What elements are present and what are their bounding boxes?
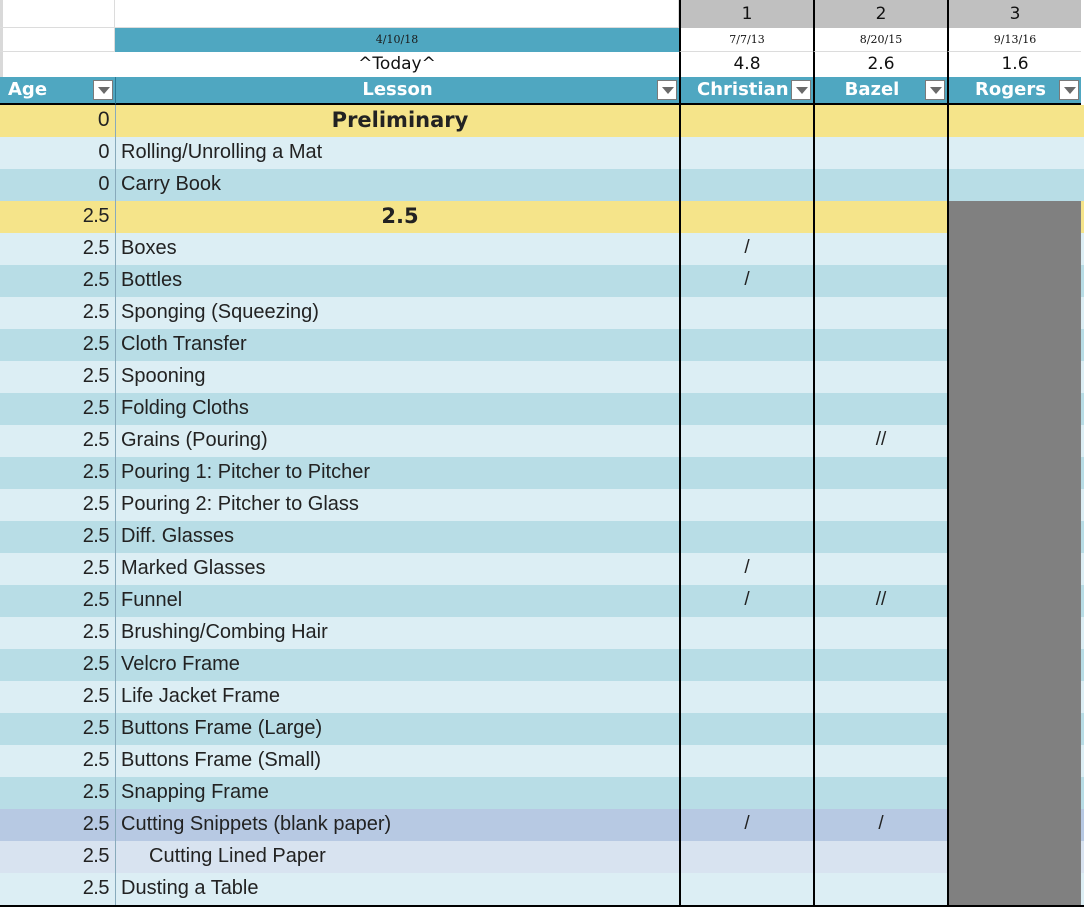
age-cell[interactable]: 2.5 — [82, 365, 109, 387]
mark-cell-christian[interactable] — [679, 713, 813, 745]
dropdown-arrow-icon[interactable] — [657, 80, 677, 100]
column-header-bazel[interactable] — [813, 77, 947, 105]
age-cell[interactable]: 2.5 — [82, 493, 109, 515]
mark-cell-bazel[interactable] — [813, 873, 947, 905]
lesson-cell[interactable]: Pouring 2: Pitcher to Glass — [115, 489, 679, 521]
table-row — [0, 777, 1084, 811]
blank-cell[interactable] — [115, 0, 679, 28]
mark-cell-bazel[interactable] — [813, 297, 947, 329]
mark-cell-christian[interactable] — [679, 617, 813, 649]
mark-cell-rogers[interactable] — [947, 425, 1081, 457]
mark-cell-bazel[interactable] — [813, 105, 947, 137]
mark-cell-christian[interactable]: / — [679, 233, 813, 265]
mark-cell-bazel[interactable] — [813, 681, 947, 713]
table-row — [0, 521, 1084, 555]
lesson-cell[interactable]: Velcro Frame — [115, 649, 679, 681]
mark-cell-rogers[interactable] — [947, 617, 1081, 649]
age-cell[interactable]: 2.5 — [82, 525, 109, 547]
table-row — [0, 553, 1084, 587]
mark-cell-christian[interactable]: / — [679, 809, 813, 841]
table-row — [0, 137, 1084, 171]
age-cell[interactable]: 2.5 — [82, 653, 109, 675]
mark-cell-rogers[interactable] — [947, 329, 1081, 361]
lesson-cell[interactable]: Buttons Frame (Small) — [115, 745, 679, 777]
mark-cell-rogers[interactable] — [947, 841, 1081, 873]
column-header-age[interactable] — [0, 77, 115, 105]
mark-cell-christian[interactable] — [679, 649, 813, 681]
age-cell[interactable]: 2.5 — [82, 205, 109, 227]
mark-cell-bazel[interactable] — [813, 393, 947, 425]
age-cell[interactable]: 2.5 — [82, 845, 109, 867]
age-row — [0, 52, 1084, 77]
age-cell[interactable]: 2.5 — [82, 877, 109, 899]
lesson-cell[interactable]: Boxes — [115, 233, 679, 265]
column-header-lesson-label: Lesson — [362, 79, 433, 100]
table-row — [0, 169, 1084, 203]
mark-cell-christian[interactable]: / — [679, 265, 813, 297]
table-row — [0, 393, 1084, 427]
table-row — [0, 649, 1084, 683]
column-header-christian-label: Christian — [697, 79, 789, 100]
lesson-cell[interactable]: Life Jacket Frame — [115, 681, 679, 713]
table-header-row — [0, 77, 1084, 105]
table-row — [0, 681, 1084, 715]
mark-cell-bazel[interactable] — [813, 169, 947, 201]
mark-cell-bazel[interactable] — [813, 713, 947, 745]
mark-cell-rogers[interactable] — [947, 169, 1081, 201]
mark-cell-bazel[interactable]: / — [813, 809, 947, 841]
birth-date-rogers[interactable]: 9/13/16 — [947, 28, 1081, 52]
column-header-rogers[interactable] — [947, 77, 1081, 105]
mark-cell-christian[interactable] — [679, 105, 813, 137]
age-cell[interactable]: 2.5 — [82, 461, 109, 483]
age-cell[interactable]: 2.5 — [82, 429, 109, 451]
table-row — [0, 809, 1084, 843]
lesson-cell[interactable]: 2.5 — [115, 201, 679, 233]
age-rogers[interactable]: 1.6 — [947, 52, 1081, 77]
age-cell[interactable]: 2.5 — [82, 685, 109, 707]
table-row — [0, 361, 1084, 395]
lesson-cell[interactable]: Cutting Snippets (blank paper) — [115, 809, 679, 841]
lesson-cell[interactable]: Sponging (Squeezing) — [115, 297, 679, 329]
lesson-cell[interactable]: Cloth Transfer — [115, 329, 679, 361]
mark-cell-christian[interactable] — [679, 169, 813, 201]
mark-cell-christian[interactable]: / — [679, 585, 813, 617]
column-header-rogers-label: Rogers — [975, 79, 1046, 100]
age-cell[interactable]: 0 — [98, 173, 109, 195]
mark-cell-rogers[interactable] — [947, 297, 1081, 329]
table-row — [0, 265, 1084, 299]
student-number-1[interactable]: 1 — [679, 0, 813, 28]
mark-cell-christian[interactable] — [679, 329, 813, 361]
mark-cell-christian[interactable] — [679, 745, 813, 777]
lesson-cell[interactable]: Pouring 1: Pitcher to Pitcher — [115, 457, 679, 489]
age-cell[interactable]: 2.5 — [82, 269, 109, 291]
column-header-age-label: Age — [8, 79, 48, 100]
mark-cell-christian[interactable] — [679, 873, 813, 905]
birth-date-bazel[interactable]: 8/20/15 — [813, 28, 947, 52]
mark-cell-christian[interactable] — [679, 137, 813, 169]
mark-cell-rogers[interactable] — [947, 361, 1081, 393]
mark-cell-christian[interactable] — [679, 393, 813, 425]
lesson-cell[interactable]: Funnel — [115, 585, 679, 617]
mark-cell-rogers[interactable] — [947, 521, 1081, 553]
dropdown-arrow-icon[interactable] — [93, 80, 113, 100]
age-cell[interactable]: 0 — [98, 141, 109, 163]
mark-cell-bazel[interactable] — [813, 329, 947, 361]
age-cell[interactable]: 2.5 — [82, 397, 109, 419]
today-label[interactable]: ^Today^ — [358, 54, 436, 74]
mark-cell-rogers[interactable] — [947, 873, 1081, 905]
age-cell[interactable]: 2.5 — [82, 301, 109, 323]
mark-cell-christian[interactable] — [679, 457, 813, 489]
lesson-cell[interactable]: Buttons Frame (Large) — [115, 713, 679, 745]
section-header-row — [0, 105, 1084, 139]
table-row — [0, 713, 1084, 747]
mark-cell-rogers[interactable] — [947, 585, 1081, 617]
age-christian[interactable]: 4.8 — [679, 52, 813, 77]
column-header-lesson[interactable] — [115, 77, 679, 105]
dropdown-arrow-icon[interactable] — [1059, 80, 1079, 100]
mark-cell-christian[interactable] — [679, 201, 813, 233]
age-cell[interactable]: 2.5 — [82, 621, 109, 643]
mark-cell-rogers[interactable] — [947, 745, 1081, 777]
lesson-cell[interactable]: Preliminary — [115, 105, 679, 137]
mark-cell-rogers[interactable] — [947, 137, 1081, 169]
section-header-row — [0, 201, 1084, 235]
lesson-cell[interactable]: Grains (Pouring) — [115, 425, 679, 457]
lesson-cell[interactable]: Brushing/Combing Hair — [115, 617, 679, 649]
mark-cell-rogers[interactable] — [947, 265, 1081, 297]
mark-cell-rogers[interactable] — [947, 393, 1081, 425]
column-header-christian[interactable] — [679, 77, 813, 105]
age-bazel[interactable]: 2.6 — [813, 52, 947, 77]
mark-cell-rogers[interactable] — [947, 713, 1081, 745]
mark-cell-rogers[interactable] — [947, 649, 1081, 681]
mark-cell-christian[interactable]: / — [679, 553, 813, 585]
table-row — [0, 617, 1084, 651]
lesson-cell[interactable]: Carry Book — [115, 169, 679, 201]
blank-cell[interactable] — [0, 28, 115, 52]
lesson-cell[interactable]: Diff. Glasses — [115, 521, 679, 553]
student-number-row — [0, 0, 1084, 28]
age-cell[interactable]: 2.5 — [82, 749, 109, 771]
mark-cell-rogers[interactable] — [947, 105, 1081, 137]
mark-cell-bazel[interactable] — [813, 521, 947, 553]
mark-cell-rogers[interactable] — [947, 489, 1081, 521]
mark-cell-rogers[interactable] — [947, 553, 1081, 585]
mark-cell-rogers[interactable] — [947, 201, 1081, 233]
birth-date-christian[interactable]: 7/7/13 — [679, 28, 813, 52]
age-cell[interactable]: 2.5 — [82, 237, 109, 259]
table-row — [0, 873, 1084, 907]
lesson-cell[interactable]: Snapping Frame — [115, 777, 679, 809]
age-cell[interactable]: 2.5 — [82, 589, 109, 611]
table-row — [0, 585, 1084, 619]
mark-cell-rogers[interactable] — [947, 457, 1081, 489]
age-cell[interactable]: 0 — [97, 108, 109, 131]
table-row — [0, 745, 1084, 779]
mark-cell-christian[interactable] — [679, 777, 813, 809]
student-number-3[interactable]: 3 — [947, 0, 1081, 28]
lesson-cell[interactable]: Bottles — [115, 265, 679, 297]
mark-cell-bazel[interactable]: // — [813, 585, 947, 617]
mark-cell-christian[interactable] — [679, 297, 813, 329]
table-row — [0, 297, 1084, 331]
mark-cell-christian[interactable] — [679, 521, 813, 553]
lesson-cell[interactable]: Dusting a Table — [115, 873, 679, 905]
lesson-cell[interactable]: Cutting Lined Paper — [115, 841, 679, 873]
mark-cell-bazel[interactable] — [813, 137, 947, 169]
mark-cell-rogers[interactable] — [947, 777, 1081, 809]
age-cell[interactable]: 2.5 — [82, 781, 109, 803]
dropdown-arrow-icon[interactable] — [925, 80, 945, 100]
mark-cell-rogers[interactable] — [947, 809, 1081, 841]
mark-cell-bazel[interactable] — [813, 361, 947, 393]
table-row — [0, 329, 1084, 363]
mark-cell-bazel[interactable]: // — [813, 425, 947, 457]
mark-cell-bazel[interactable] — [813, 841, 947, 873]
age-cell[interactable]: 2.5 — [82, 717, 109, 739]
lesson-cell[interactable]: Marked Glasses — [115, 553, 679, 585]
date-row — [0, 28, 1084, 52]
age-cell[interactable]: 2.5 — [82, 813, 109, 835]
mark-cell-christian[interactable] — [679, 361, 813, 393]
mark-cell-bazel[interactable] — [813, 617, 947, 649]
student-number-2[interactable]: 2 — [813, 0, 947, 28]
mark-cell-christian[interactable] — [679, 425, 813, 457]
today-date-cell[interactable]: 4/10/18 — [115, 28, 679, 52]
table-row — [0, 233, 1084, 267]
mark-cell-bazel[interactable] — [813, 777, 947, 809]
blank-cell[interactable] — [0, 0, 115, 28]
table-row — [0, 841, 1084, 875]
mark-cell-christian[interactable] — [679, 841, 813, 873]
mark-cell-christian[interactable] — [679, 489, 813, 521]
column-header-bazel-label: Bazel — [844, 79, 900, 100]
mark-cell-bazel[interactable] — [813, 553, 947, 585]
mark-cell-bazel[interactable] — [813, 201, 947, 233]
dropdown-arrow-icon[interactable] — [791, 80, 811, 100]
lesson-cell[interactable]: Rolling/Unrolling a Mat — [115, 137, 679, 169]
mark-cell-bazel[interactable] — [813, 489, 947, 521]
table-row — [0, 457, 1084, 491]
lesson-cell[interactable]: Folding Cloths — [115, 393, 679, 425]
mark-cell-christian[interactable] — [679, 681, 813, 713]
blank-cell[interactable] — [0, 52, 115, 77]
age-cell[interactable]: 2.5 — [82, 557, 109, 579]
lesson-cell[interactable]: Spooning — [115, 361, 679, 393]
mark-cell-bazel[interactable] — [813, 265, 947, 297]
mark-cell-rogers[interactable] — [947, 681, 1081, 713]
age-cell[interactable]: 2.5 — [82, 333, 109, 355]
mark-cell-bazel[interactable] — [813, 457, 947, 489]
mark-cell-bazel[interactable] — [813, 649, 947, 681]
mark-cell-bazel[interactable] — [813, 233, 947, 265]
mark-cell-rogers[interactable] — [947, 233, 1081, 265]
table-row — [0, 425, 1084, 459]
table-row — [0, 489, 1084, 523]
mark-cell-bazel[interactable] — [813, 745, 947, 777]
